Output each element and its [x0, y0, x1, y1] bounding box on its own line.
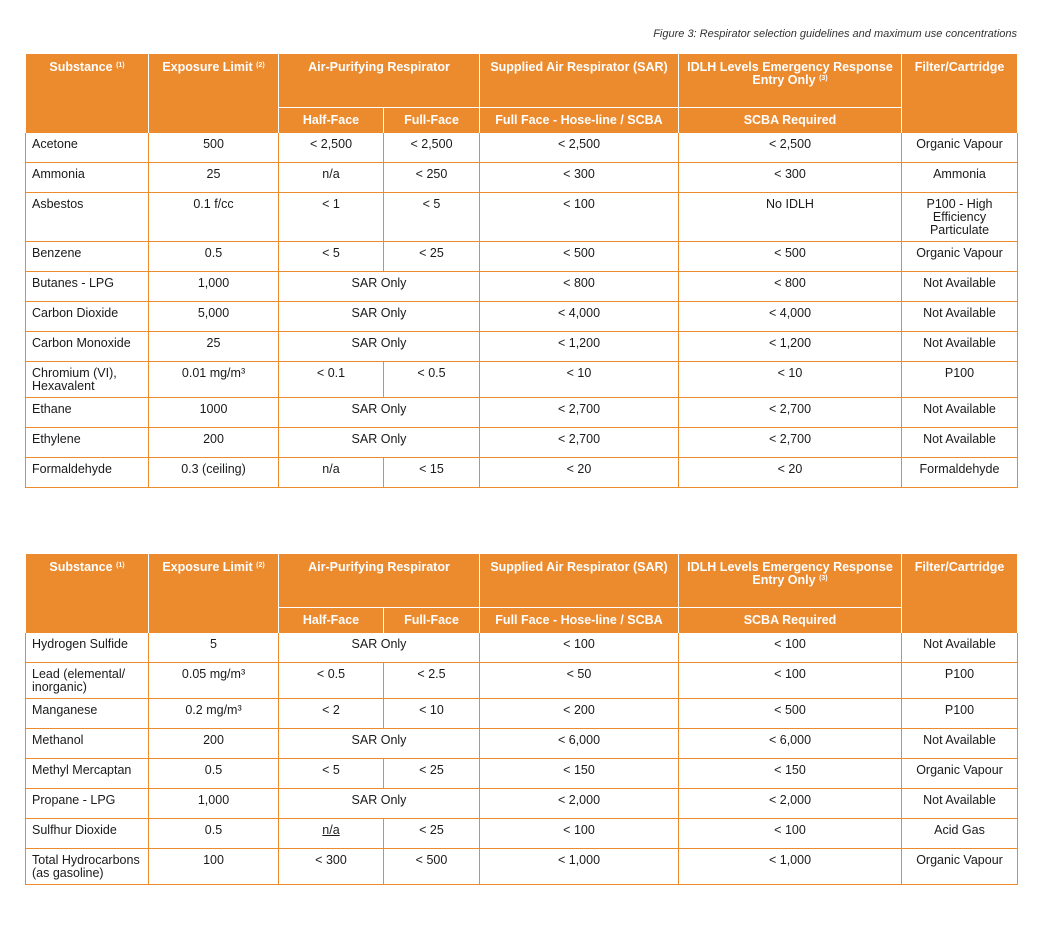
cell-idlh: < 2,500: [679, 133, 902, 163]
figure-caption: Figure 3: Respirator selection guidelines and maximum use concentrations: [653, 28, 1017, 40]
cell-half-face: < 2,500: [279, 133, 384, 163]
cell-supplied-air: < 2,000: [480, 789, 679, 819]
col-header-filter-cartridge: Filter/Cartridge: [902, 554, 1018, 608]
cell-filter-cartridge: Acid Gas: [902, 819, 1018, 849]
table-row: [26, 458, 1018, 488]
col-subheader-blank: [902, 108, 1018, 133]
cell-substance: Methyl Mercaptan: [26, 759, 149, 789]
cell-idlh: < 100: [679, 819, 902, 849]
cell-full-face: < 25: [384, 759, 480, 789]
cell-idlh: < 1,000: [679, 849, 902, 885]
cell-exposure-limit: 0.5: [149, 819, 279, 849]
cell-idlh: < 500: [679, 699, 902, 729]
table-row: [26, 759, 1018, 789]
col-subheader-blank: [149, 608, 279, 633]
cell-air-purifying-merged: SAR Only: [279, 789, 480, 819]
cell-filter-cartridge: Organic Vapour: [902, 759, 1018, 789]
table-row: [26, 362, 1018, 398]
cell-full-face: < 15: [384, 458, 480, 488]
col-subheader-sar: Full Face - Hose-line / SCBA: [480, 608, 679, 633]
cell-supplied-air: < 100: [480, 633, 679, 663]
cell-idlh: < 20: [679, 458, 902, 488]
table-row: [26, 729, 1018, 759]
cell-substance: Propane - LPG: [26, 789, 149, 819]
cell-filter-cartridge: P100 - High Efficiency Particulate: [902, 193, 1018, 242]
cell-exposure-limit: 0.01 mg/m³: [149, 362, 279, 398]
table-row: [26, 133, 1018, 163]
cell-exposure-limit: 25: [149, 163, 279, 193]
cell-exposure-limit: 25: [149, 332, 279, 362]
cell-half-face: < 0.5: [279, 663, 384, 699]
cell-idlh: < 2,700: [679, 428, 902, 458]
cell-substance: Ammonia: [26, 163, 149, 193]
cell-air-purifying-merged: SAR Only: [279, 398, 480, 428]
cell-idlh: < 4,000: [679, 302, 902, 332]
cell-air-purifying-merged: SAR Only: [279, 729, 480, 759]
col-subheader-blank: [26, 608, 149, 633]
cell-exposure-limit: 1,000: [149, 789, 279, 819]
cell-substance: Sulfhur Dioxide: [26, 819, 149, 849]
cell-substance: Ethane: [26, 398, 149, 428]
cell-substance: Chromium (VI), Hexavalent: [26, 362, 149, 398]
cell-substance: Asbestos: [26, 193, 149, 242]
cell-idlh: < 1,200: [679, 332, 902, 362]
cell-filter-cartridge: Ammonia: [902, 163, 1018, 193]
col-header-exposure-limit: Exposure Limit $^{(2)}$: [149, 54, 279, 108]
cell-full-face: < 500: [384, 849, 480, 885]
cell-filter-cartridge: Organic Vapour: [902, 242, 1018, 272]
cell-idlh: < 500: [679, 242, 902, 272]
col-header-substance: Substance $^{(1)}$: [26, 554, 149, 608]
cell-filter-cartridge: Not Available: [902, 789, 1018, 819]
cell-idlh: < 100: [679, 633, 902, 663]
cell-filter-cartridge: P100: [902, 699, 1018, 729]
cell-supplied-air: < 100: [480, 193, 679, 242]
cell-exposure-limit: 100: [149, 849, 279, 885]
cell-substance: Butanes - LPG: [26, 272, 149, 302]
cell-supplied-air: < 200: [480, 699, 679, 729]
cell-supplied-air: < 150: [480, 759, 679, 789]
cell-full-face: < 25: [384, 242, 480, 272]
cell-half-face: < 5: [279, 242, 384, 272]
col-header-exposure-limit: Exposure Limit $^{(2)}$: [149, 554, 279, 608]
table-row: [26, 663, 1018, 699]
col-subheader-full-face: Full-Face: [384, 108, 480, 133]
cell-supplied-air: < 2,700: [480, 398, 679, 428]
cell-half-face: n/a: [279, 163, 384, 193]
col-subheader-blank: [149, 108, 279, 133]
cell-filter-cartridge: Not Available: [902, 428, 1018, 458]
cell-supplied-air: < 2,700: [480, 428, 679, 458]
table-row: [26, 272, 1018, 302]
cell-air-purifying-merged: SAR Only: [279, 302, 480, 332]
table-row: [26, 428, 1018, 458]
cell-idlh: < 2,000: [679, 789, 902, 819]
cell-idlh: < 150: [679, 759, 902, 789]
cell-air-purifying-merged: SAR Only: [279, 272, 480, 302]
cell-filter-cartridge: Not Available: [902, 398, 1018, 428]
table-row: [26, 242, 1018, 272]
table-row: [26, 699, 1018, 729]
col-subheader-sar: Full Face - Hose-line / SCBA: [480, 108, 679, 133]
table-row: [26, 849, 1018, 885]
col-subheader-blank: [902, 608, 1018, 633]
cell-substance: Methanol: [26, 729, 149, 759]
cell-filter-cartridge: Not Available: [902, 332, 1018, 362]
col-header-supplied-air: Supplied Air Respirator (SAR): [480, 554, 679, 608]
cell-filter-cartridge: Formaldehyde: [902, 458, 1018, 488]
cell-supplied-air: < 4,000: [480, 302, 679, 332]
table-row: [26, 398, 1018, 428]
cell-exposure-limit: 0.5: [149, 242, 279, 272]
cell-half-face: n/a: [279, 458, 384, 488]
cell-full-face: < 5: [384, 193, 480, 242]
col-subheader-half-face: Half-Face: [279, 608, 384, 633]
cell-exposure-limit: 0.05 mg/m³: [149, 663, 279, 699]
cell-substance: Hydrogen Sulfide: [26, 633, 149, 663]
col-header-idlh: IDLH Levels Emergency Response Entry Only $^{(3)}$: [679, 554, 902, 608]
cell-idlh: < 2,700: [679, 398, 902, 428]
cell-filter-cartridge: P100: [902, 362, 1018, 398]
cell-exposure-limit: 1000: [149, 398, 279, 428]
cell-air-purifying-merged: SAR Only: [279, 332, 480, 362]
cell-full-face: < 0.5: [384, 362, 480, 398]
cell-supplied-air: < 1,200: [480, 332, 679, 362]
cell-filter-cartridge: P100: [902, 663, 1018, 699]
col-header-supplied-air: Supplied Air Respirator (SAR): [480, 54, 679, 108]
col-subheader-full-face: Full-Face: [384, 608, 480, 633]
cell-exposure-limit: 1,000: [149, 272, 279, 302]
table-row: [26, 332, 1018, 362]
col-header-air-purifying: Air-Purifying Respirator: [279, 554, 480, 608]
respirator-table-1: [25, 54, 1018, 488]
col-header-air-purifying: Air-Purifying Respirator: [279, 54, 480, 108]
cell-exposure-limit: 0.3 (ceiling): [149, 458, 279, 488]
cell-supplied-air: < 50: [480, 663, 679, 699]
col-header-filter-cartridge: Filter/Cartridge: [902, 54, 1018, 108]
cell-exposure-limit: 0.2 mg/m³: [149, 699, 279, 729]
cell-idlh: < 100: [679, 663, 902, 699]
cell-half-face: < 0.1: [279, 362, 384, 398]
cell-substance: Benzene: [26, 242, 149, 272]
cell-half-face: < 2: [279, 699, 384, 729]
col-header-substance: Substance $^{(1)}$: [26, 54, 149, 108]
cell-exposure-limit: 0.1 f/cc: [149, 193, 279, 242]
cell-supplied-air: < 2,500: [480, 133, 679, 163]
cell-exposure-limit: 200: [149, 729, 279, 759]
table-row: [26, 633, 1018, 663]
cell-substance: Total Hydrocarbons (as gasoline): [26, 849, 149, 885]
cell-air-purifying-merged: SAR Only: [279, 633, 480, 663]
cell-filter-cartridge: Organic Vapour: [902, 133, 1018, 163]
col-header-idlh: IDLH Levels Emergency Response Entry Only $^{(3)}$: [679, 54, 902, 108]
cell-substance: Manganese: [26, 699, 149, 729]
table-row: [26, 163, 1018, 193]
cell-substance: Formaldehyde: [26, 458, 149, 488]
cell-supplied-air: < 800: [480, 272, 679, 302]
table-row: [26, 302, 1018, 332]
cell-filter-cartridge: Not Available: [902, 729, 1018, 759]
cell-exposure-limit: 0.5: [149, 759, 279, 789]
cell-exposure-limit: 500: [149, 133, 279, 163]
cell-idlh: No IDLH: [679, 193, 902, 242]
cell-substance: Lead (elemental/ inorganic): [26, 663, 149, 699]
cell-full-face: < 10: [384, 699, 480, 729]
cell-filter-cartridge: Not Available: [902, 633, 1018, 663]
cell-exposure-limit: 5,000: [149, 302, 279, 332]
table-row: [26, 819, 1018, 849]
cell-idlh: < 300: [679, 163, 902, 193]
cell-idlh: < 10: [679, 362, 902, 398]
cell-supplied-air: < 1,000: [480, 849, 679, 885]
col-subheader-idlh: SCBA Required: [679, 108, 902, 133]
cell-supplied-air: < 6,000: [480, 729, 679, 759]
col-subheader-blank: [26, 108, 149, 133]
cell-half-face: n/a: [279, 819, 384, 849]
cell-idlh: < 6,000: [679, 729, 902, 759]
table-row: [26, 789, 1018, 819]
cell-air-purifying-merged: SAR Only: [279, 428, 480, 458]
cell-idlh: < 800: [679, 272, 902, 302]
cell-supplied-air: < 500: [480, 242, 679, 272]
cell-full-face: < 25: [384, 819, 480, 849]
cell-filter-cartridge: Not Available: [902, 302, 1018, 332]
respirator-table-2: [25, 554, 1018, 885]
cell-substance: Ethylene: [26, 428, 149, 458]
cell-full-face: < 250: [384, 163, 480, 193]
cell-half-face: < 5: [279, 759, 384, 789]
cell-filter-cartridge: Organic Vapour: [902, 849, 1018, 885]
cell-substance: Carbon Monoxide: [26, 332, 149, 362]
col-subheader-idlh: SCBA Required: [679, 608, 902, 633]
col-subheader-half-face: Half-Face: [279, 108, 384, 133]
cell-substance: Acetone: [26, 133, 149, 163]
cell-supplied-air: < 10: [480, 362, 679, 398]
cell-supplied-air: < 20: [480, 458, 679, 488]
cell-full-face: < 2.5: [384, 663, 480, 699]
cell-supplied-air: < 300: [480, 163, 679, 193]
cell-half-face: < 300: [279, 849, 384, 885]
cell-substance: Carbon Dioxide: [26, 302, 149, 332]
cell-exposure-limit: 5: [149, 633, 279, 663]
cell-supplied-air: < 100: [480, 819, 679, 849]
cell-half-face: < 1: [279, 193, 384, 242]
cell-exposure-limit: 200: [149, 428, 279, 458]
table-row: [26, 193, 1018, 242]
cell-filter-cartridge: Not Available: [902, 272, 1018, 302]
cell-full-face: < 2,500: [384, 133, 480, 163]
